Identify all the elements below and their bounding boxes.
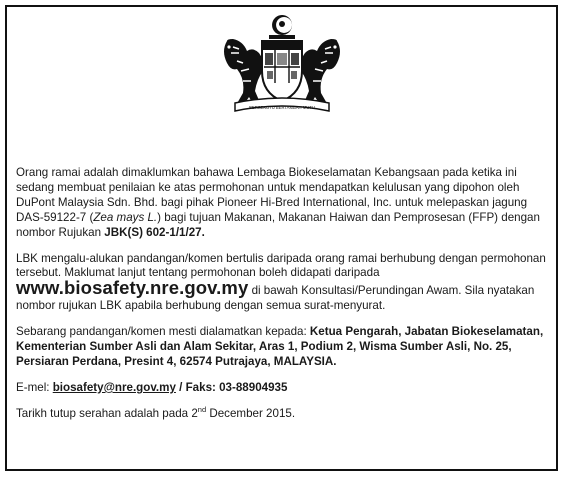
notice-page (5, 5, 558, 471)
paragraph-feedback (16, 252, 546, 315)
right-tiger-icon (301, 39, 341, 109)
email-link[interactable]: biosafety@nre.gov.my (52, 380, 176, 394)
website-link[interactable]: www.biosafety.nre.gov.my (16, 277, 249, 299)
star-crescent-icon (272, 15, 292, 35)
para3-text: Sebarang pandangan/komen mesti dialamatkan kepada: (16, 325, 310, 339)
coat-of-arms-crest (207, 11, 357, 123)
para1-text: Orang ramai adalah dimaklumkan bahawa Lembaga Biokeselamatan Kebangsaan pada ketika ini sedang membuat penilaian ke atas permohonan untuk mendapatkan kelulusan yang dipohon oleh DuPont Malaysia Sdn. Bhd. bagi pihak Pioneer Hi-Bred International, Inc. untuk melepaskan jagung DAS-59122-7 ( (16, 166, 528, 224)
motto-scroll (235, 98, 329, 111)
paragraph-contact (16, 381, 546, 396)
paragraph-deadline (16, 404, 546, 422)
notice-body (16, 166, 546, 433)
reference-number: JBK(S) 602-1/1/27. (104, 225, 205, 239)
email-label: E-mel: (16, 380, 53, 394)
para2-text-cont: di bawah Konsultasi/Perundingan Awam. Sila nyatakan nombor rujukan LBK apabila berhubung dengan semua surat-menyurat. (16, 284, 535, 313)
deadline-date: December 2015. (206, 406, 296, 420)
left-tiger-icon (224, 39, 264, 109)
ordinal-suffix: nd (197, 404, 207, 414)
fax-number: / Faks: 03-88904935 (175, 380, 288, 394)
paragraph-announcement (16, 166, 546, 241)
para2-text: LBK mengalu-alukan pandangan/komen bertulis daripada orang ramai berhubung dengan permohonan tersebut. Maklumat lanjut tentang permohonan boleh didapati daripada (16, 251, 546, 280)
motto-text: BERSEKUTU BERTAMBAH MUTU (249, 105, 315, 110)
mailing-address: Ketua Pengarah, Jabatan Biokeselamatan, Kementerian Sumber Asli dan Alam Sekitar, Aras 1, Podium 2, Wisma Sumber Asli, No. 25, Persiaran Perdana, Presint 4, 62574 Putrajaya, MALAYSIA. (16, 325, 544, 368)
deadline-text: Tarikh tutup serahan adalah pada 2 (16, 406, 198, 420)
shield-icon (262, 41, 302, 101)
species-name: Zea mays L. (93, 210, 158, 224)
para1-text-cont: ) bagi tujuan Makanan, Makanan Haiwan dan Pemprosesan (FFP) dengan nombor Rujukan (16, 210, 540, 239)
paragraph-address (16, 325, 546, 370)
